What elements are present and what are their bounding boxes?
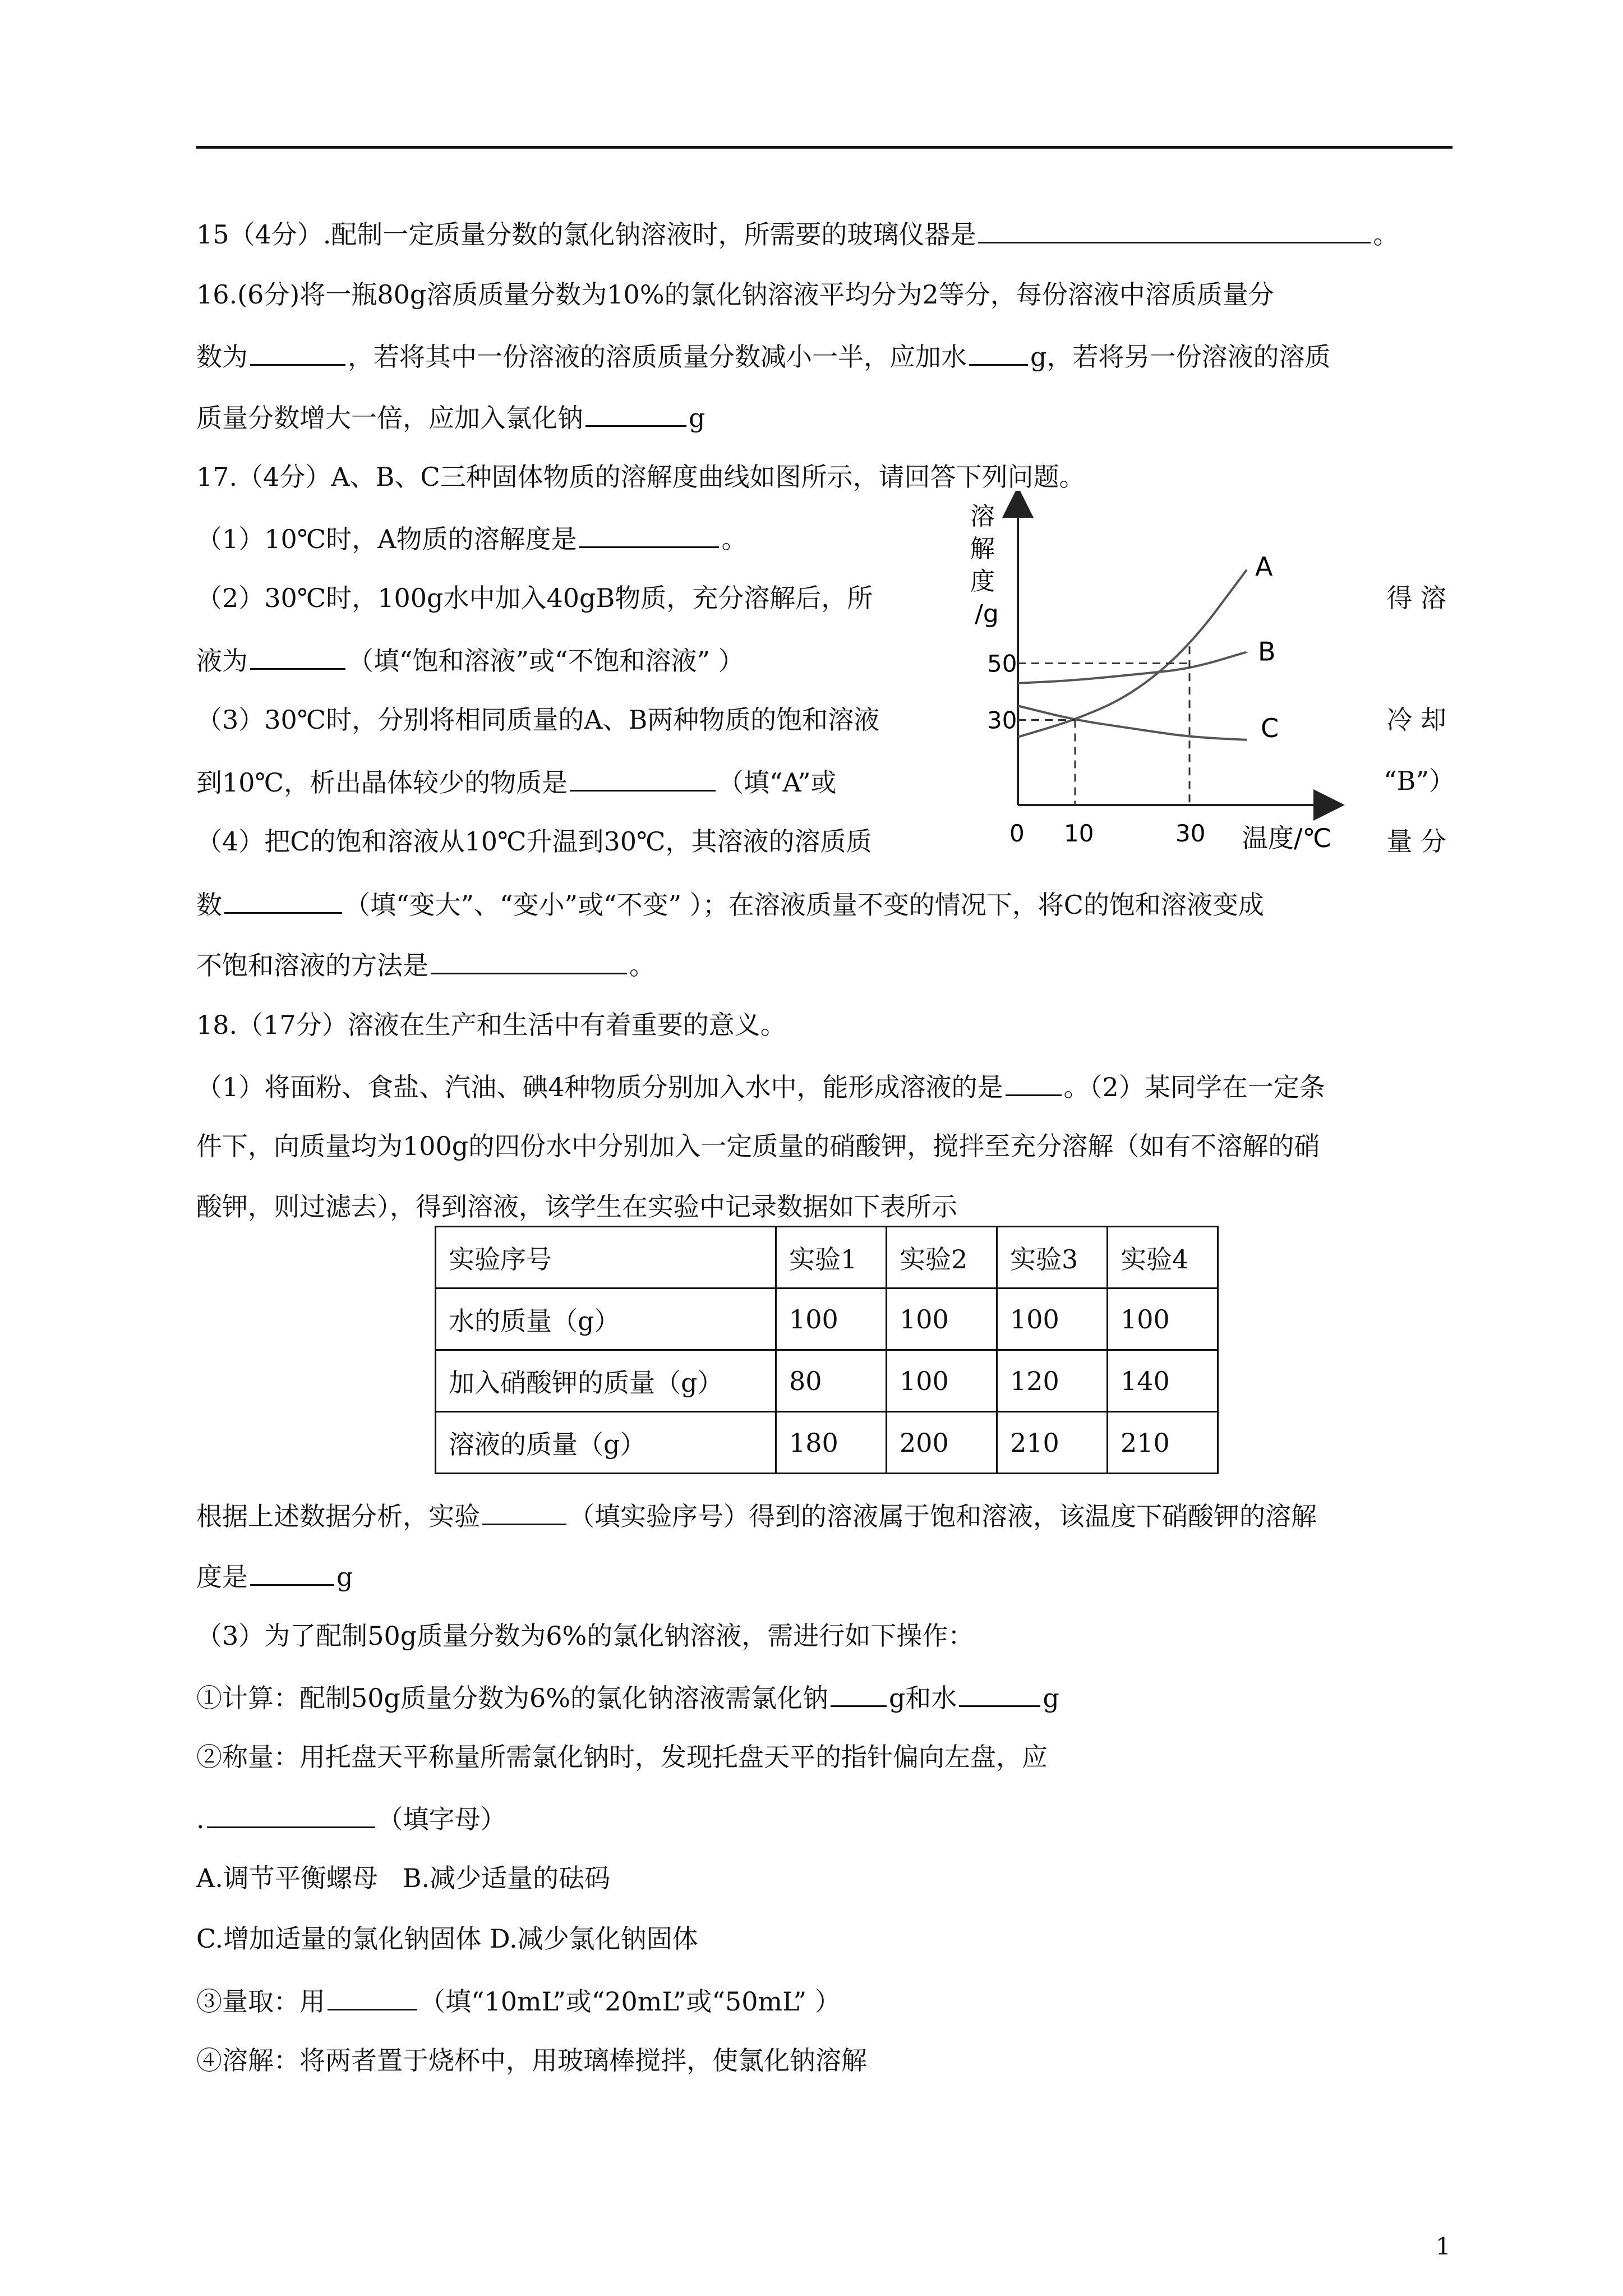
series-label-c: C — [1261, 712, 1279, 743]
table-cell: 100 — [887, 1289, 997, 1350]
q18-p3: 酸钾，则过滤去），得到溶液，该学生在实验中记录数据如下表所示 — [196, 1191, 957, 1222]
x-label: 温度/℃ — [1242, 823, 1332, 853]
q18-p12: ③量取：用 （填“10mL”或“20mL”或“50mL” ） — [196, 1983, 841, 2018]
series-label-a: A — [1255, 551, 1273, 582]
q17-p2: （2）30℃时，100g水中加入40gB物质，充分溶解后，所 — [196, 583, 873, 613]
curve-a — [1018, 570, 1247, 737]
solubility-chart — [959, 491, 1374, 861]
table-cell: 210 — [997, 1412, 1108, 1474]
q18-p11: C.增加适量的氯化钠固体 D.减少氯化钠固体 — [196, 1924, 698, 1954]
table-row — [436, 1350, 1218, 1412]
q17-p4-right: 冷 却 — [1386, 705, 1446, 735]
table-cell: 实验3 — [997, 1227, 1108, 1289]
q16-line1: 16.(6分)将一瓶80g溶质质量分数为10%的氯化钠溶液平均分为2等分，每份溶液中溶质质量分 — [196, 279, 1274, 310]
table-row — [436, 1289, 1218, 1350]
q17-p5: 到10℃，析出晶体较少的物质是 （填“A”或 — [196, 764, 837, 799]
q17-p5-right: “B”） — [1384, 766, 1455, 796]
table-row — [436, 1412, 1218, 1474]
answer-blank[interactable] — [431, 947, 627, 974]
table-header-row — [436, 1227, 1218, 1289]
q18-p7: ①计算：配制50g质量分数为6%的氯化钠溶液需氯化钠 g和水 g — [196, 1680, 1059, 1715]
q17-p6: （4）把C的饱和溶液从10℃升温到30℃，其溶液的溶质质 — [196, 826, 872, 857]
curve-c — [1018, 706, 1247, 740]
table-cell: 实验序号 — [436, 1227, 776, 1289]
table-cell: 实验2 — [887, 1227, 997, 1289]
q18-p9: . （填字母） — [196, 1801, 506, 1836]
table-cell: 200 — [887, 1412, 997, 1474]
answer-blank[interactable] — [250, 338, 345, 366]
table-cell: 210 — [1108, 1412, 1218, 1474]
header-rule — [196, 146, 1453, 149]
page-number: 1 — [1436, 2233, 1451, 2260]
q17-title: 17.（4分）A、B、C三种固体物质的溶解度曲线如图所示，请回答下列问题。 — [196, 462, 1085, 492]
y-label-3: 度 — [970, 567, 995, 596]
q17-p1: （1）10℃时，A物质的溶解度是 。 — [196, 521, 747, 556]
table-cell: 加入硝酸钾的质量（g） — [436, 1350, 776, 1412]
series-label-b: B — [1258, 636, 1276, 667]
q16-line3: 质量分数增大一倍，应加入氯化钠 g — [196, 399, 705, 435]
table-cell: 实验1 — [776, 1227, 887, 1289]
answer-blank[interactable] — [579, 521, 719, 548]
curve-b — [1018, 652, 1247, 683]
answer-blank[interactable] — [978, 216, 1371, 243]
q17-p6-right: 量 分 — [1386, 826, 1446, 857]
table-cell: 180 — [776, 1412, 887, 1474]
y-tick-label: 30 — [987, 706, 1017, 734]
x-tick-label: 0 — [1009, 820, 1025, 847]
q17-p4: （3）30℃时，分别将相同质量的A、B两种物质的饱和溶液 — [196, 705, 880, 735]
y-label-1: 溶 — [970, 502, 995, 531]
table-cell: 80 — [776, 1350, 887, 1412]
q18-p1: （1）将面粉、食盐、汽油、碘4种物质分别加入水中，能形成溶液的是 。（2）某同学在一定条 — [196, 1069, 1325, 1104]
answer-blank[interactable] — [224, 886, 342, 914]
answer-blank[interactable] — [207, 1801, 375, 1828]
q18-p4: 根据上述数据分析，实验 （填实验序号）得到的溶液属于饱和溶液，该温度下硝酸钾的溶解 — [196, 1498, 1317, 1533]
y-label-2: 解 — [970, 535, 995, 563]
q18-p13: ④溶解：将两者置于烧杯中，用玻璃棒搅拌，使氯化钠溶解 — [196, 2045, 867, 2076]
answer-blank[interactable] — [969, 338, 1028, 366]
answer-blank[interactable] — [482, 1498, 566, 1525]
answer-blank[interactable] — [328, 1983, 417, 2010]
answer-blank[interactable] — [250, 642, 345, 670]
answer-blank[interactable] — [585, 399, 686, 427]
y-tick-label: 50 — [987, 650, 1017, 678]
q18-p8: ②称量：用托盘天平称量所需氯化钠时，发现托盘天平的指针偏向左盘，应 — [196, 1742, 1048, 1772]
q18-p2: 件下，向质量均为100g的四份水中分别加入一定质量的硝酸钾，搅拌至充分溶解（如有不溶解的硝 — [196, 1131, 1320, 1161]
x-tick-label: 30 — [1175, 820, 1206, 847]
table-cell: 实验4 — [1108, 1227, 1218, 1289]
table-cell: 溶液的质量（g） — [436, 1412, 776, 1474]
table-cell: 100 — [1108, 1289, 1218, 1350]
q18-title: 18.（17分）溶液在生产和生活中有着重要的意义。 — [196, 1010, 786, 1040]
table-cell: 100 — [776, 1289, 887, 1350]
q17-p3: 液为 （填“饱和溶液”或“不饱和溶液” ） — [196, 642, 744, 678]
answer-blank[interactable] — [959, 1680, 1040, 1707]
answer-blank[interactable] — [250, 1558, 334, 1586]
q18-p10: A.调节平衡螺母 B.减少适量的砝码 — [196, 1863, 611, 1893]
q17-p7: 数 （填“变大”、“变小”或“不变” ）；在溶液质量不变的情况下，将C的饱和溶液变成 — [196, 886, 1264, 922]
y-label-4: /g — [975, 600, 999, 628]
q17-p2-right: 得 溶 — [1386, 583, 1446, 613]
table-cell: 水的质量（g） — [436, 1289, 776, 1350]
x-tick-label: 10 — [1064, 820, 1094, 847]
table-cell: 100 — [887, 1350, 997, 1412]
table-cell: 120 — [997, 1350, 1108, 1412]
answer-blank[interactable] — [831, 1680, 887, 1707]
q18-p6: （3）为了配制50g质量分数为6%的氯化钠溶液，需进行如下操作： — [196, 1621, 974, 1651]
table-cell: 100 — [997, 1289, 1108, 1350]
q17-p8: 不饱和溶液的方法是 。 — [196, 947, 655, 982]
answer-blank[interactable] — [570, 764, 716, 792]
q16-line2: 数为 ，若将其中一份溶液的溶质质量分数减小一半，应加水 g，若将另一份溶液的溶质 — [196, 338, 1330, 374]
table-cell: 140 — [1108, 1350, 1218, 1412]
q18-p5: 度是 g — [196, 1558, 353, 1594]
experiment-table — [435, 1226, 1219, 1474]
q15-line: 15（4分）.配制一定质量分数的氯化钠溶液时，所需要的玻璃仪器是 。 — [196, 216, 1399, 251]
answer-blank[interactable] — [1006, 1069, 1062, 1096]
